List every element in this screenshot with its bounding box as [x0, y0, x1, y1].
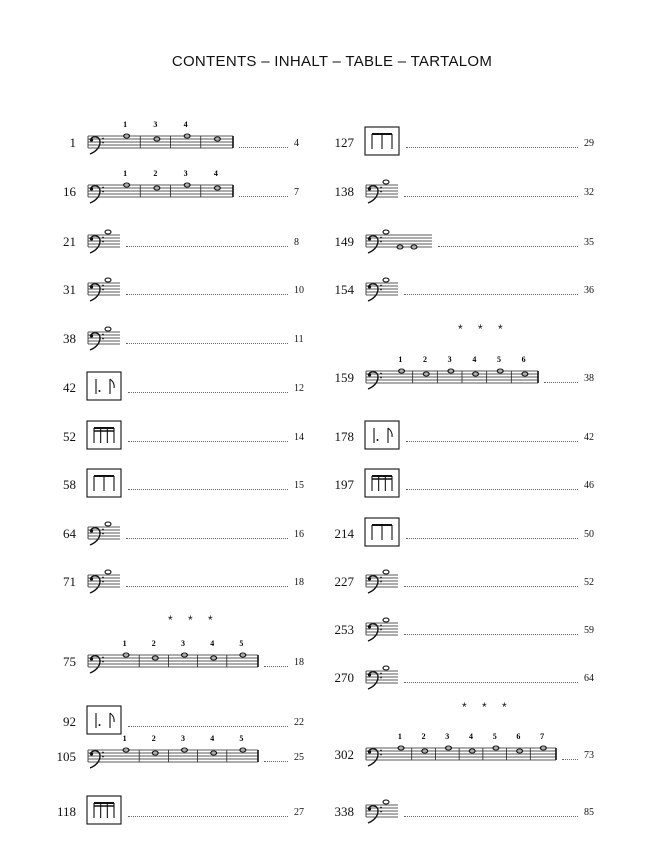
entry-number: 149	[334, 234, 354, 249]
whole-note-icon	[383, 618, 389, 622]
contents-entry	[0, 463, 664, 503]
music-incipit	[364, 512, 604, 552]
page-number: 52	[584, 577, 594, 588]
measure-number: 3	[181, 734, 185, 743]
entry-number: 138	[334, 184, 354, 199]
entry-number: 38	[63, 331, 76, 346]
page-number: 25	[294, 752, 304, 763]
music-incipit	[364, 608, 604, 648]
whole-note-icon	[383, 230, 389, 234]
dot-leader	[126, 343, 288, 344]
dot-leader	[406, 489, 578, 490]
page-number: 29	[584, 138, 594, 149]
whole-note-icon	[105, 327, 111, 331]
music-incipit	[364, 656, 604, 696]
entry-number: 214	[334, 526, 354, 541]
measure-number: 4	[210, 639, 215, 648]
rhythm-box	[87, 706, 121, 734]
bass-clef-icon	[368, 372, 382, 389]
whole-note-icon	[383, 800, 389, 804]
measure-number: 3	[445, 732, 450, 741]
contents-entry	[0, 560, 664, 600]
page-number: 14	[294, 432, 304, 443]
page-title: CONTENTS – INHALT – TABLE – TARTALOM	[171, 53, 493, 70]
entry-number: 71	[63, 574, 76, 589]
contents-entry	[0, 733, 664, 773]
whole-note-icon	[383, 570, 389, 574]
measure-number: 1	[123, 169, 128, 178]
measure-number: 4	[213, 169, 218, 178]
page-number: 16	[294, 529, 304, 540]
measure-number: 5	[497, 355, 501, 364]
page-number: 38	[584, 373, 594, 384]
measure-number: 5	[492, 732, 497, 741]
bass-clef-icon	[368, 672, 382, 689]
measure-number: 3	[181, 639, 185, 648]
measure-number: 2	[423, 355, 427, 364]
measure-number: 3	[447, 355, 452, 364]
entry-number: 154	[334, 282, 354, 297]
entry-number: 302	[334, 747, 354, 762]
entry-number: 227	[334, 574, 354, 589]
entry-number: 197	[334, 477, 354, 492]
music-incipit	[364, 268, 604, 308]
measure-number: 4	[210, 734, 215, 743]
measure-number: 4	[469, 732, 473, 741]
page-number: 64	[584, 673, 594, 684]
measure-number: 1	[123, 120, 128, 129]
entry-number: 21	[63, 234, 76, 249]
music-incipit	[364, 220, 604, 260]
music-incipit	[86, 317, 326, 357]
contents-entry	[0, 608, 664, 648]
contents-entry	[0, 220, 664, 260]
entry-number: 52	[63, 429, 76, 444]
entry-number: 270	[334, 670, 354, 685]
dot-leader	[404, 586, 578, 587]
measure-number: 1	[397, 732, 402, 741]
entry-number: 105	[56, 749, 76, 764]
page-number: 22	[294, 717, 304, 728]
rhythm-box	[365, 421, 399, 449]
measure-number: 2	[153, 169, 158, 178]
page-number: 10	[294, 285, 304, 296]
page-number: 36	[584, 285, 594, 296]
bass-clef-icon	[90, 333, 104, 350]
music-incipit	[364, 463, 604, 503]
music-incipit	[364, 356, 604, 396]
section-separator: * * *	[462, 700, 513, 714]
bass-clef-icon	[368, 186, 382, 203]
page-number: 11	[294, 334, 304, 345]
entry-number: 127	[334, 135, 354, 150]
contents-entry	[0, 317, 664, 357]
entry-number: 42	[63, 380, 76, 395]
bass-clef-icon	[368, 806, 382, 823]
dot-leader	[404, 634, 578, 635]
music-incipit	[364, 415, 604, 455]
whole-note-icon	[383, 278, 389, 282]
contents-entry	[0, 656, 664, 696]
page-number: 8	[294, 237, 299, 248]
measure-number: 4	[472, 355, 477, 364]
dot-leader	[562, 759, 578, 760]
measure-number: 1	[398, 355, 403, 364]
dot-leader	[404, 196, 578, 197]
entry-number: 1	[69, 135, 76, 150]
dot-leader	[438, 246, 578, 247]
entry-number: 178	[334, 429, 354, 444]
measure-number: 2	[421, 732, 426, 741]
contents-entry	[0, 790, 664, 830]
bass-clef-icon	[368, 284, 382, 301]
page-number: 46	[584, 480, 594, 491]
contents-entry	[0, 356, 664, 396]
music-incipit	[364, 121, 604, 161]
music-incipit	[364, 560, 604, 600]
contents-entry	[0, 512, 664, 552]
dot-leader	[544, 382, 578, 383]
music-incipit	[364, 790, 604, 830]
entry-number: 31	[63, 282, 76, 297]
staff-lines	[366, 748, 556, 760]
page-number: 73	[584, 750, 594, 761]
measure-number: 1	[122, 734, 127, 743]
measure-number: 5	[239, 639, 244, 648]
page-number: 59	[584, 625, 594, 636]
measure-number: 5	[239, 734, 244, 743]
whole-note-icon	[383, 180, 389, 184]
measure-number: 3	[183, 169, 188, 178]
dot-leader	[128, 726, 288, 727]
entry-number: 338	[334, 804, 354, 819]
entry-number: 16	[63, 184, 76, 199]
measure-number: 2	[151, 639, 156, 648]
section-separator: * * *	[458, 322, 509, 336]
contents-entry	[0, 121, 664, 161]
whole-note-icon	[383, 666, 389, 670]
page-number: 12	[294, 383, 304, 394]
measure-number: 2	[151, 734, 156, 743]
music-incipit	[364, 733, 604, 773]
entry-number: 75	[63, 654, 76, 669]
measure-number: 1	[122, 639, 127, 648]
page-number: 18	[294, 577, 304, 588]
entry-number: 58	[63, 477, 76, 492]
dot-leader	[406, 538, 578, 539]
measure-number: 7	[540, 732, 545, 741]
bass-clef-icon	[368, 236, 382, 253]
measure-number: 6	[516, 732, 521, 741]
dot-leader	[406, 147, 578, 148]
measure-number: 3	[153, 120, 158, 129]
dot-leader	[404, 816, 578, 817]
entry-number: 253	[334, 622, 354, 637]
page-number: 18	[294, 657, 304, 668]
contents-entry	[0, 415, 664, 455]
entry-number: 92	[63, 714, 76, 729]
page-number: 50	[584, 529, 594, 540]
dot-leader	[404, 294, 578, 295]
page-number: 15	[294, 480, 304, 491]
bass-clef-icon	[368, 749, 382, 766]
page-number: 4	[294, 138, 299, 149]
music-incipit	[364, 170, 604, 210]
rhythm-box	[365, 469, 399, 497]
dot-leader	[404, 682, 578, 683]
measure-number: 6	[521, 355, 526, 364]
page-number: 85	[584, 807, 594, 818]
bass-clef-icon	[368, 624, 382, 641]
page-number: 7	[294, 187, 299, 198]
entry-number: 159	[334, 370, 354, 385]
page-number: 27	[294, 807, 304, 818]
measure-number: 4	[183, 120, 188, 129]
page-number: 32	[584, 187, 594, 198]
entry-number: 64	[63, 526, 76, 541]
contents-entry	[0, 268, 664, 308]
bass-clef-icon	[368, 576, 382, 593]
page-number: 35	[584, 237, 594, 248]
dot-leader	[406, 441, 578, 442]
contents-entry	[0, 170, 664, 210]
section-separator: * * *	[168, 613, 219, 627]
entry-number: 118	[56, 804, 76, 819]
page-number: 42	[584, 432, 594, 443]
